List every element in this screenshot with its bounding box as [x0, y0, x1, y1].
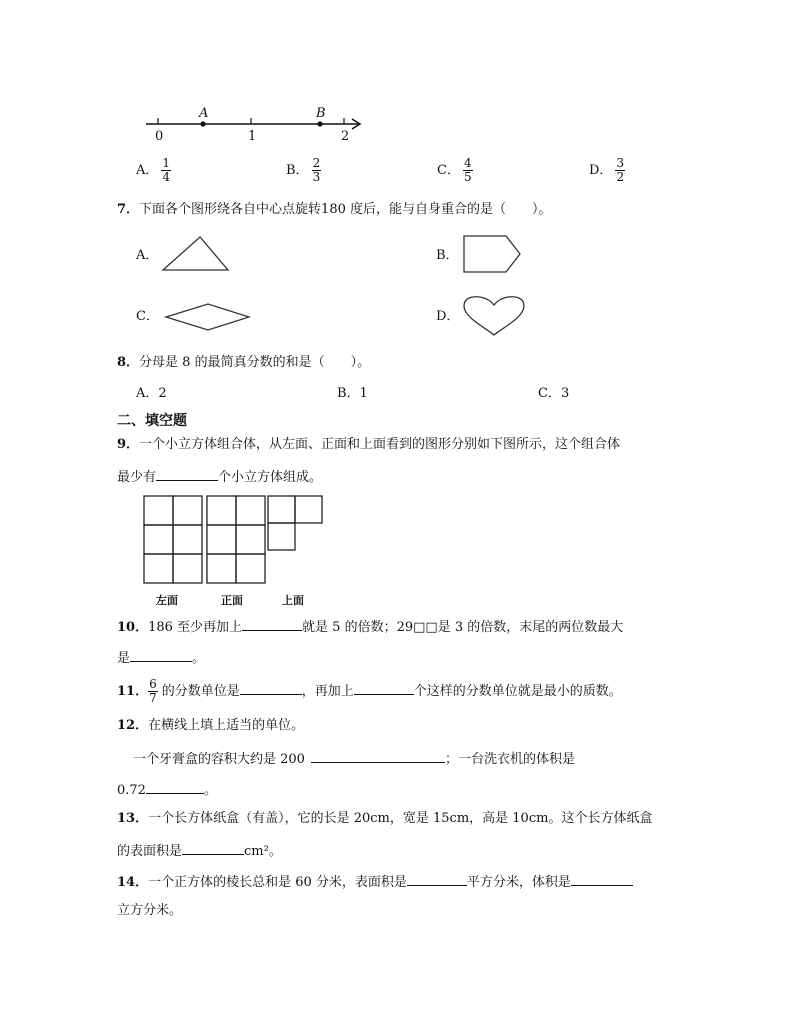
question-text: 186 至少再加上	[148, 620, 243, 635]
left-view-cell	[173, 496, 202, 525]
top-view-cell	[295, 496, 322, 523]
question-number: 14．	[117, 875, 149, 890]
question-number: 11．	[117, 684, 149, 699]
top-view-cell	[268, 523, 295, 550]
q8-option-b[interactable]: B．1	[337, 386, 368, 401]
question-text: 个这样的分数单位就是最小的质数。	[413, 684, 622, 699]
question-text: 。	[192, 651, 206, 666]
front-view-cell	[207, 525, 236, 554]
q9-line2	[117, 468, 322, 486]
answer-blank[interactable]	[571, 873, 633, 886]
fraction	[312, 157, 322, 184]
front-view-cell	[236, 496, 265, 525]
answer-blank[interactable]	[156, 468, 218, 481]
fraction	[161, 157, 171, 184]
denominator: 5	[463, 170, 472, 184]
question-text: ；一台洗衣机的体积是	[444, 752, 575, 767]
question-text: 的表面积是	[117, 844, 183, 859]
q10-line2	[117, 649, 205, 667]
numerator: 4	[463, 156, 472, 170]
point-a-label: A	[199, 106, 209, 121]
rhombus-shape	[164, 302, 252, 332]
view-label-front: 正面	[221, 594, 243, 607]
fraction	[463, 157, 473, 184]
pentagon-shape	[462, 234, 524, 276]
section-title: 二、填空题	[117, 413, 187, 429]
question-number: 8．	[117, 355, 140, 370]
option-letter: D．	[589, 163, 613, 178]
tick-label-1: 1	[248, 129, 257, 144]
tick-label-0: 0	[155, 129, 164, 144]
heart-shape	[462, 295, 526, 339]
fraction	[148, 678, 158, 705]
q13-line2	[117, 842, 282, 860]
tick-label-2: 2	[341, 129, 350, 144]
left-view-cell	[144, 554, 173, 583]
question-text: 一个牙膏盒的容积大约是 200	[133, 752, 305, 767]
q7-option-d[interactable]: D．	[436, 309, 460, 324]
question-number: 10．	[117, 620, 149, 635]
q6-option-d[interactable]	[589, 157, 625, 184]
numerator: 2	[312, 156, 321, 170]
question-text: 在横线上填上适当的单位。	[148, 718, 305, 733]
triangle-shape	[160, 234, 232, 274]
question-number: 12．	[117, 718, 149, 733]
q12-line1	[133, 750, 575, 768]
q8-option-a[interactable]: A．2	[136, 386, 167, 401]
q12-title	[117, 718, 304, 734]
question-text: 立方分米。	[117, 903, 183, 918]
answer-blank[interactable]	[407, 873, 467, 886]
question-text: 平方分米，体积是	[466, 875, 571, 890]
q13-line1	[117, 811, 652, 827]
question-text: 0.72	[117, 783, 146, 798]
point-b-dot	[317, 121, 322, 126]
q14-line2	[117, 903, 182, 919]
front-view-cell	[236, 554, 265, 583]
answer-blank[interactable]	[146, 781, 204, 794]
question-text: 一个小立方体组合体，从左面、正面和上面看到的图形分别如下图所示，这个组合体	[139, 437, 621, 452]
option-letter: B．	[286, 163, 309, 178]
question-text: 的分数单位是	[161, 684, 240, 699]
q14-line1	[117, 873, 633, 891]
front-view-cell	[207, 496, 236, 525]
q7-option-c[interactable]: C．	[136, 309, 159, 324]
q8-option-c[interactable]: C．3	[538, 386, 570, 401]
question-text: 分母是 8 的最简真分数的和是（ ）。	[139, 355, 371, 370]
question-text: 是	[117, 651, 131, 666]
question-number: 9．	[117, 437, 140, 452]
front-view-cell	[207, 554, 236, 583]
numerator: 6	[149, 677, 157, 691]
question-text: 一个正方体的棱长总和是 60 分米，表面积是	[148, 875, 407, 890]
q12-line2	[117, 781, 217, 799]
denominator: 2	[616, 170, 625, 184]
q6-option-b[interactable]	[286, 157, 321, 184]
q10-line1	[117, 618, 623, 636]
view-label-top: 上面	[282, 594, 304, 607]
denominator: 4	[162, 170, 171, 184]
denominator: 3	[312, 170, 321, 184]
answer-blank[interactable]	[130, 649, 192, 662]
question-text: 下面各个图形绕各自中心点旋转180 度后，能与自身重合的是（ ）。	[139, 202, 552, 217]
option-letter: A．	[136, 163, 159, 178]
numerator: 3	[616, 156, 625, 170]
q7-option-a[interactable]: A．	[136, 248, 159, 263]
q6-option-c[interactable]	[437, 157, 473, 184]
answer-blank[interactable]	[242, 618, 302, 631]
left-view-cell	[144, 525, 173, 554]
q8-question	[117, 355, 370, 371]
answer-blank[interactable]	[311, 750, 445, 763]
left-view-cell	[173, 554, 202, 583]
q7-question	[117, 202, 552, 218]
q6-option-a[interactable]	[136, 157, 171, 184]
view-label-left: 左面	[156, 594, 178, 607]
question-text: cm²。	[244, 844, 282, 859]
answer-blank[interactable]	[182, 842, 244, 855]
option-letter: C．	[437, 163, 460, 178]
point-b-label: B	[316, 106, 326, 121]
fraction	[615, 157, 625, 184]
cube-views	[144, 496, 330, 584]
question-text: ，再加上	[301, 684, 354, 699]
answer-blank[interactable]	[354, 682, 414, 695]
question-text: 一个长方体纸盒（有盖），它的长是 20cm，宽是 15cm，高是 10cm。这个长方体纸盒	[148, 811, 653, 826]
left-view-cell	[144, 496, 173, 525]
top-view-cell	[268, 496, 295, 523]
point-a-dot	[200, 121, 205, 126]
question-text: 就是 5 的倍数；29□□是 3 的倍数，末尾的两位数最大	[302, 620, 624, 635]
front-view-cell	[236, 525, 265, 554]
question-text: 。	[203, 783, 217, 798]
q7-option-b[interactable]: B．	[436, 248, 459, 263]
denominator: 7	[149, 691, 157, 705]
question-number: 7．	[117, 202, 140, 217]
answer-blank[interactable]	[240, 682, 302, 695]
question-number: 13．	[117, 811, 149, 826]
question-text: 最少有	[117, 470, 157, 485]
q11-question	[117, 678, 622, 705]
question-text: 个小立方体组成。	[218, 470, 323, 485]
numerator: 1	[162, 156, 171, 170]
left-view-cell	[173, 525, 202, 554]
q9-line1	[117, 437, 620, 453]
